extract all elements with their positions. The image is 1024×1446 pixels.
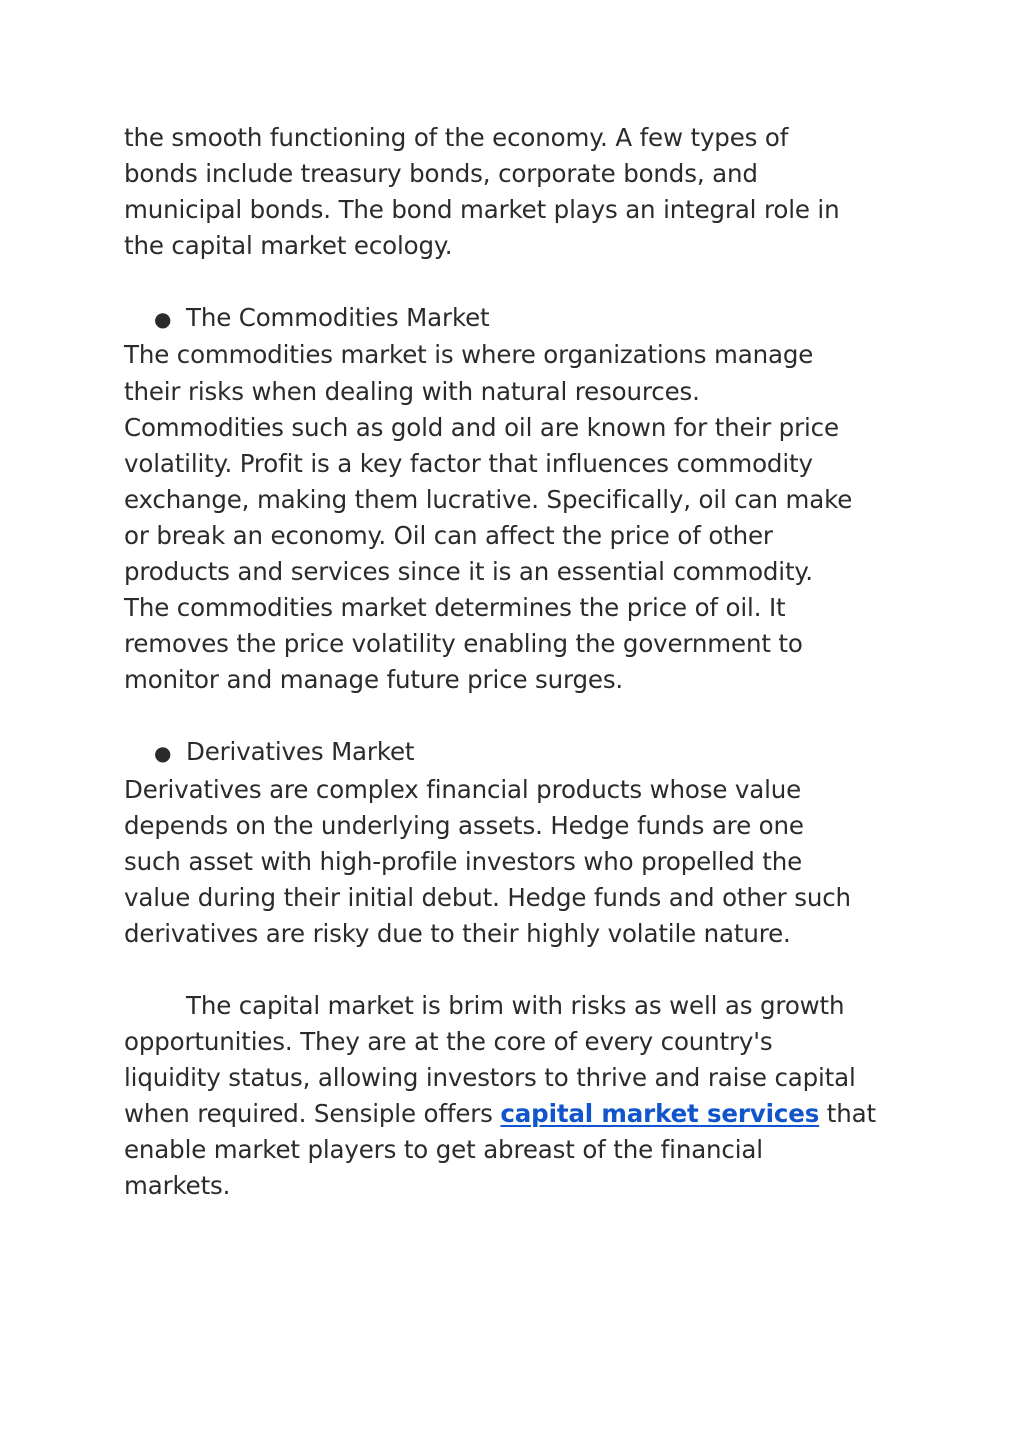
paragraph-line: The commodities market is where organizations manage [124,340,814,370]
bullet-icon: ● [154,307,172,332]
commodities-heading: The Commodities Market [186,303,490,333]
paragraph-line: The commodities market determines the price of oil. It [124,593,786,623]
capital-market-services-link[interactable]: capital market services [500,1099,820,1129]
paragraph-line: The capital market is brim with risks as well as growth [186,990,845,1020]
paragraph-line: markets. [124,1171,231,1201]
paragraph-line: the capital market ecology. [124,231,453,261]
paragraph-line: such asset with high-profile investors who propelled the [124,846,803,876]
intro-paragraph [124,120,914,264]
paragraph-line: monitor and manage future price surges. [124,665,624,695]
paragraph-line: volatility. Profit is a key factor that influences commodity [124,448,813,478]
commodities-bullet-heading [124,300,914,337]
paragraph-line: municipal bonds. The bond market plays an integral role in [124,195,840,225]
derivatives-section [124,734,914,952]
paragraph-line-with-link [124,1096,914,1132]
commodities-section [124,300,914,698]
paragraph-line: opportunities. They are at the core of every country's [124,1027,773,1057]
paragraph-line: Commodities such as gold and oil are known for their price [124,412,839,442]
derivatives-bullet-heading [124,734,914,771]
paragraph-line: bonds include treasury bonds, corporate bonds, and [124,159,758,189]
paragraph-line: their risks when dealing with natural resources. [124,376,700,406]
paragraph-line: products and services since it is an essential commodity. [124,557,813,587]
paragraph-line: value during their initial debut. Hedge funds and other such [124,882,851,912]
bullet-icon: ● [154,741,172,766]
paragraph-line: derivatives are risky due to their highly volatile nature. [124,918,791,948]
document-page [124,120,914,1205]
paragraph-line: liquidity status, allowing investors to thrive and raise capital [124,1063,856,1093]
paragraph-line: removes the price volatility enabling the government to [124,629,803,659]
paragraph-line: exchange, making them lucrative. Specifically, oil can make [124,484,853,514]
paragraph-line: Derivatives are complex financial products whose value [124,774,802,804]
conclusion-paragraph [124,988,914,1205]
paragraph-line: depends on the underlying assets. Hedge funds are one [124,810,804,840]
derivatives-heading: Derivatives Market [186,737,415,767]
paragraph-line: the smooth functioning of the economy. A few types of [124,123,789,152]
text-after-link: that [819,1099,876,1129]
text-before-link: when required. Sensiple offers [124,1099,501,1129]
paragraph-line: enable market players to get abreast of the financial [124,1135,763,1165]
paragraph-line: or break an economy. Oil can affect the price of other [124,520,773,550]
